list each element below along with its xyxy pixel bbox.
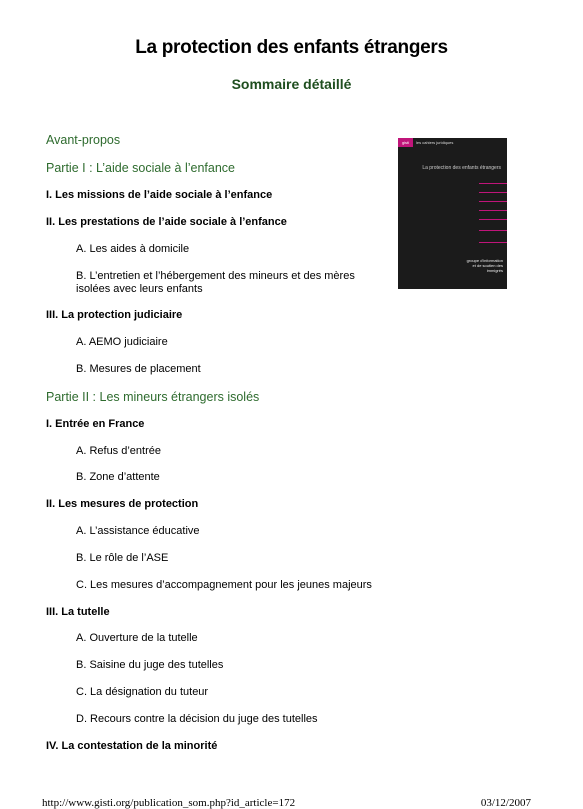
toc-subsection: B. Mesures de placement: [76, 363, 201, 375]
cover-stripe: [479, 230, 507, 231]
cover-title: La protection des enfants étrangers: [422, 165, 501, 171]
toc-part: Partie II : Les mineurs étrangers isolés: [46, 390, 260, 404]
footer-url: http://www.gisti.org/publication_som.php?id_article=172: [42, 797, 296, 809]
cover-stripe: [479, 219, 507, 220]
page-title: La protection des enfants étrangers: [135, 37, 448, 58]
toc-subsection: B. Saisine du juge des tutelles: [76, 659, 224, 671]
toc-part: Partie I : L’aide sociale à l’enfance: [46, 161, 236, 175]
cover-stripe: [479, 201, 507, 202]
toc-section: III. La protection judiciaire: [46, 309, 183, 321]
toc-subsection: B. Le rôle de l’ASE: [76, 552, 169, 564]
toc-section: II. Les mesures de protection: [46, 498, 199, 510]
toc-subsection: A. Les aides à domicile: [76, 243, 190, 255]
cover-stripe: [479, 183, 507, 184]
toc-subsection: D. Recours contre la décision du juge des tutelles: [76, 713, 318, 725]
toc-subsection: B. Zone d’attente: [76, 471, 160, 483]
toc-section: III. La tutelle: [46, 606, 110, 618]
toc-subsection: A. L’assistance éducative: [76, 525, 200, 537]
toc-subsection: A. AEMO judiciaire: [76, 336, 168, 348]
toc-section: I. Les missions de l’aide sociale à l’enfance: [46, 189, 273, 201]
cover-stripe: [479, 192, 507, 193]
toc-section: II. Les prestations de l’aide sociale à l’enfance: [46, 216, 287, 228]
toc-section: I. Entrée en France: [46, 418, 145, 430]
toc-section: IV. La contestation de la minorité: [46, 740, 218, 752]
cover-series: les cahiers juridiques: [416, 140, 454, 145]
cover-badge: gisti: [398, 138, 413, 147]
cover-stripe: [479, 210, 507, 211]
cover-stripe: [479, 242, 507, 243]
toc-subsection: C. La désignation du tuteur: [76, 686, 209, 698]
toc-subsection: A. Ouverture de la tutelle: [76, 632, 198, 644]
toc-subsection: B. L’entretien et l’hébergement des mineurs et des mères isolées avec leurs enfants: [76, 270, 355, 295]
toc-part: Avant-propos: [46, 133, 121, 147]
toc-subsection: C. Les mesures d’accompagnement pour les jeunes majeurs: [76, 579, 372, 591]
page-subtitle: Sommaire détaillé: [231, 76, 352, 92]
toc-subsection: A. Refus d’entrée: [76, 445, 161, 457]
footer-date: 03/12/2007: [480, 797, 531, 809]
cover-publisher: groupe d'information et de soutien des immigrés: [466, 258, 503, 273]
book-cover-image: [398, 138, 507, 289]
